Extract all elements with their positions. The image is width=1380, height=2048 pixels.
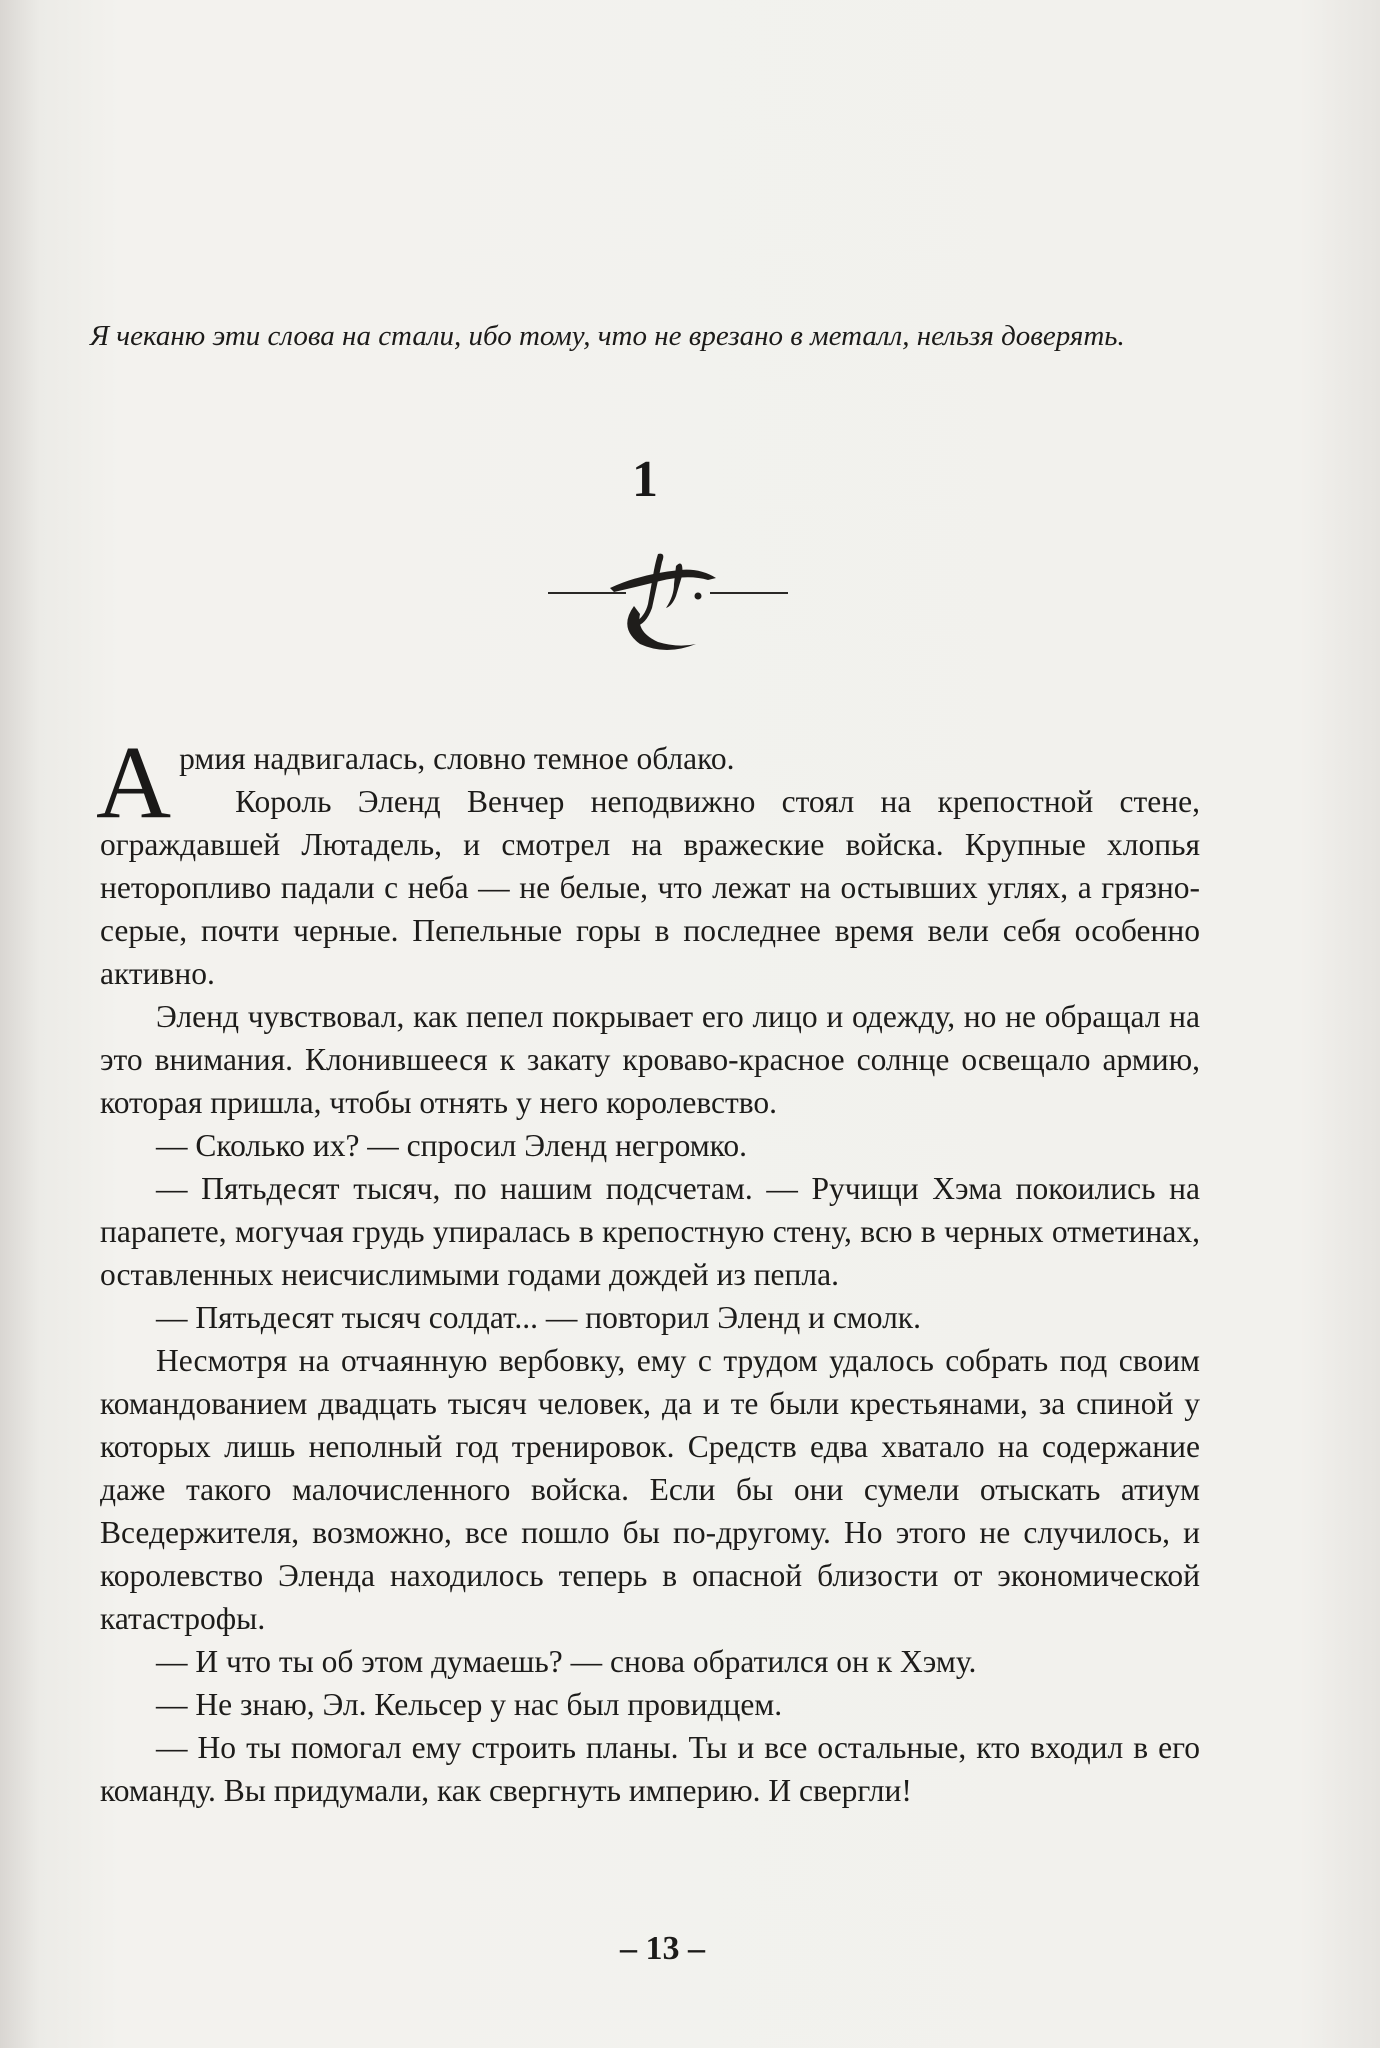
paragraph-7: Несмотря на отчаянную вербовку, ему с трудом удалось собрать под своим командованием двадцать тысяч человек, да и те были крестьянами, за спиной у которых лишь неполный год тренировок. Средств едва хватало на содержание даже такого малочисленного войска. Если бы они сумели отыскать атиум Вседержителя, возможно, все пошло бы по-другому. Но этого не случилось, и королевство Эленда находилось теперь в опасной близости от экономической катастрофы. bbox=[100, 1343, 1200, 1636]
chapter-number: 1 bbox=[632, 451, 658, 508]
chapter-ornament-icon bbox=[548, 548, 788, 658]
dialogue-line: — Сколько их? — спросил Эленд негромко. bbox=[156, 1128, 747, 1163]
paragraph-3: Эленд чувствовал, как пепел покрывает его лицо и одежду, но не обращал на это внимания. Клонившееся к закату кроваво-красное солнце освещало армию, которая пришла, чтобы отнять у него королевство. bbox=[100, 999, 1200, 1120]
dialogue-line: — Не знаю, Эл. Кельсер у нас был провидцем. bbox=[156, 1687, 783, 1722]
epigraph: Я чеканю эти слова на стали, ибо тому, что не врезано в металл, нельзя доверять. bbox=[90, 320, 1125, 352]
reverse-page-bleed-through bbox=[95, 60, 1225, 144]
page-number: – 13 – bbox=[620, 1930, 705, 1967]
dialogue-line: — Но ты помогал ему строить планы. Ты и все остальные, кто входил в его команду. Вы придумали, как свергнуть империю. И свергли! bbox=[100, 1730, 1200, 1808]
chapter-body-text bbox=[96, 725, 1200, 1812]
dialogue-line: — Пятьдесят тысяч, по нашим подсчетам. — Ручищи Хэма покоились на парапете, могучая грудь упиралась в крепостную стену, всю в черных отметинах, оставленных неисчислимыми годами дождей из пепла. bbox=[100, 1171, 1200, 1292]
paragraph-2: Король Эленд Венчер неподвижно стоял на крепостной стене, ограждавшей Лютадель, и смотрел на вражеские войска. Крупные хлопья неторопливо падали с неба — не белые, что лежат на остывших углях, а грязно-серые, почти черные. Пепельные горы в последнее время вели себя особенно активно. bbox=[100, 784, 1200, 991]
drop-cap: А bbox=[96, 725, 172, 840]
paragraph-1: Армия надвигалась, словно темное облако. bbox=[96, 725, 735, 840]
dialogue-line: — И что ты об этом думаешь? — снова обратился он к Хэму. bbox=[156, 1644, 977, 1679]
dialogue-line: — Пятьдесят тысяч солдат... — повторил Эленд и смолк. bbox=[156, 1300, 921, 1335]
